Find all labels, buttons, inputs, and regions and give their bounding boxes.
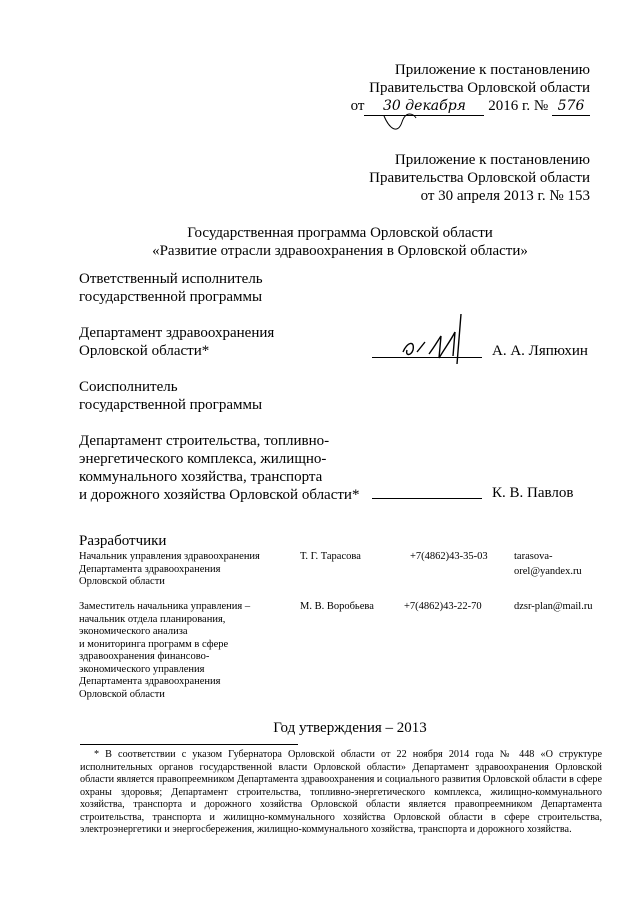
developers-heading: Разработчики	[79, 533, 167, 549]
responsible-signer: А. А. Ляпюхин	[492, 343, 588, 359]
developer-2-position-line: Заместитель начальника управления –	[79, 601, 251, 612]
coexecutor-label	[79, 378, 262, 414]
developer-1-email	[514, 551, 582, 578]
developer-2-name: М. В. Воробьева	[300, 601, 374, 612]
approval-header	[300, 61, 590, 116]
developer-2-position-line: Орловской области	[79, 688, 165, 700]
approval-line-3	[300, 97, 590, 116]
developer-2-phone: +7(4862)43-22-70	[404, 601, 482, 612]
responsible-dept-line-1: Департамент здравоохранения	[79, 325, 275, 341]
developer-2-position-line: экономического анализа	[79, 626, 188, 637]
developer-2-position-line: здравоохранения финансово-	[79, 651, 210, 662]
original-line-1: Приложение к постановлению	[394, 152, 590, 168]
responsible-label-line-1: Ответственный исполнитель	[79, 271, 263, 287]
developer-1-email-line: tarasova-	[514, 551, 553, 562]
developer-1-name: Т. Г. Тарасова	[300, 551, 361, 562]
responsible-department	[79, 324, 274, 360]
developer-2-position-line: Департамента здравоохранения	[79, 676, 221, 687]
coexecutor-signer: К. В. Павлов	[492, 485, 574, 501]
original-header	[300, 151, 590, 205]
original-line-3: от 30 апреля 2013 г. № 153	[420, 188, 590, 204]
developer-1-phone: +7(4862)43-35-03	[410, 551, 488, 562]
approval-line-2: Правительства Орловской области	[369, 80, 590, 96]
handwritten-number: 576	[552, 97, 590, 116]
responsible-dept-line-2: Орловской области*	[79, 343, 210, 359]
responsible-signature	[395, 306, 485, 366]
developer-1-position-line: Департамента здравоохранения	[79, 563, 221, 575]
coexecutor-department	[79, 432, 359, 504]
coexecutor-dept-line-2: энергетического комплекса, жилищно-	[79, 451, 327, 467]
approval-year: Год утверждения – 2013	[273, 720, 427, 736]
responsible-label	[79, 270, 263, 306]
developer-1-email-line: orel@yandex.ru	[514, 565, 582, 577]
footnote-text: * В соответствии с указом Губернатора Орловской области от 22 ноября 2014 года № 448 «О структуре исполнительных органов государственной власти Орловской области» Департамент здравоохранения Орловской области является правопреемником Департамента здравоохранения и социального развития Орловской области в сфере охраны здоровья; Департамент строительства, топливно-энергетического комплекса, жилищно-коммунального хозяйства, транспорта и дорожного хозяйства Орловской области является правопреемником Департамента строительства, транспорта и жилищно-коммунального хозяйства Орловской области в сфере строительства, электроэнергетики и энергосбережения, жилищно-коммунального хозяйства, транспорта и дорожного хозяйства.	[80, 749, 602, 835]
handwritten-date: 30 декабря	[364, 97, 484, 116]
developer-2-position-line: начальник отдела планирования,	[79, 613, 226, 625]
developer-1-position	[79, 551, 289, 589]
document-title	[60, 224, 620, 260]
responsible-label-line-2: государственной программы	[79, 289, 263, 305]
footnote-separator	[80, 744, 298, 745]
approval-line-1: Приложение к постановлению	[394, 62, 590, 78]
developer-2-position-line: экономического управления	[79, 663, 205, 675]
title-line-1: Государственная программа Орловской области	[187, 225, 493, 241]
developer-2-email	[514, 601, 593, 614]
title-line-2: «Развитие отрасли здравоохранения в Орловской области»	[152, 243, 528, 259]
developer-2-email-line: dzsr-plan@mail.ru	[514, 601, 593, 612]
original-line-2: Правительства Орловской области	[369, 170, 590, 186]
developer-1-position-line: Орловской области	[79, 576, 165, 587]
developer-1-position-line: Начальник управления здравоохранения	[79, 551, 260, 562]
approval-year-number: 2016 г. №	[488, 98, 549, 114]
coexecutor-dept-line-1: Департамент строительства, топливно-	[79, 433, 330, 449]
coexecutor-dept-line-3: коммунального хозяйства, транспорта	[79, 469, 323, 485]
coexecutor-label-line-1: Соисполнитель	[79, 379, 178, 395]
date-flourish-mark	[380, 112, 420, 136]
coexecutor-signature-line	[372, 498, 482, 499]
developer-2-position-line: и мониторинга программ в сфере	[79, 638, 229, 650]
developer-2-position	[79, 601, 299, 701]
coexecutor-label-line-2: государственной программы	[79, 397, 263, 413]
coexecutor-dept-line-4: и дорожного хозяйства Орловской области*	[79, 487, 360, 503]
approval-from-prefix: от	[350, 98, 365, 114]
